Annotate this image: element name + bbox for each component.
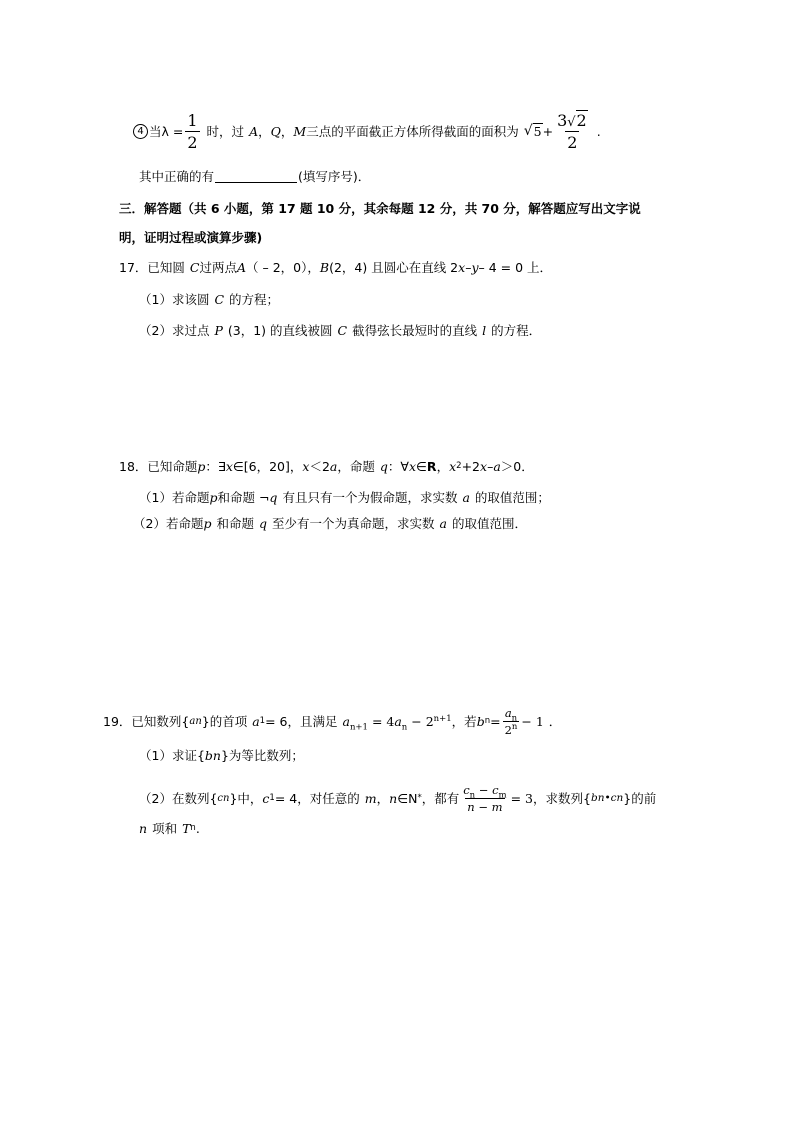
answer-blank-prompt: 其中正确的有 (139, 169, 215, 184)
answer-blank-line (139, 168, 370, 184)
circled-number-4: 4 (133, 124, 148, 139)
item4-text-2: 时，过 (206, 124, 245, 139)
question-17-part-1: （1）求该圆 C 的方程； (139, 291, 280, 307)
question-18-part-2: （2）若命题 p 和命题 q 至少有一个为真命题，求实数 a 的取值范围． (133, 515, 527, 531)
point-a: A (249, 123, 259, 139)
answer-blank[interactable] (215, 170, 297, 183)
item4-text-3: 三点的平面截正方体所得截面的面积为 (306, 124, 519, 139)
fraction-one-half (185, 111, 199, 152)
comma: ， (258, 124, 271, 139)
section-3-heading-line-1: 三．解答题（共 6 小题，第 17 题 10 分，其余每题 12 分，共 70 分，解答题应写出文字说 (119, 201, 641, 216)
fraction-cn-minus-cm-over-n-minus-m: $\frac{c_n - c_m}{n - m}$ (463, 782, 507, 814)
fraction-an-over-2n: $\frac{a_n}{2^n}$ (504, 705, 518, 737)
answer-blank-note: (填写序号)． (298, 169, 371, 184)
fraction-three-root-two-over-two (555, 110, 590, 152)
question-17-part-2: （2）求过点 P (3，1) 的直线被圆 C 截得弦长最短时的直线 l 的方程． (139, 322, 542, 338)
fraction-numerator: 1 (187, 110, 198, 130)
fraction-denominator: 2 (187, 132, 198, 152)
recurrence-formula: $a_{n+1} = 4a_n - 2^{n+1}$ (342, 713, 452, 732)
sqrt-5: √ 5 (523, 123, 542, 139)
question-18-stem: 18．已知命题 p ：∃ x ∈[6，20]， x ＜2 a ，命题 q ：∀ x ∈ R ， x 2 +2 x – a ＞0． (119, 458, 534, 474)
point-q: Q (270, 123, 281, 139)
point-m: M (293, 123, 307, 139)
section-3-heading-line-2: 明，证明过程或演算步骤) (119, 230, 263, 245)
item4-text-1: 当λ = (149, 124, 184, 139)
question-19-part-1: （1）求证{ bn }为等比数列； (139, 747, 304, 763)
plus-sign: + (542, 123, 554, 139)
fraction-denominator: 2 (567, 133, 578, 152)
question-18-part-1: （1）若命题 p 和命题 ¬ q 有且只有一个为假命题，求实数 a 的取值范围； (139, 489, 550, 505)
item4-end: . (596, 123, 601, 139)
question-19-part-2: （2）在数列{ cn }中， c 1 = 4，对任意的 m ， n ∈N * ，都有 $\frac{c_n - c_m}{n - m}$ = 3 ，求数列{ bn•cn }的前 (139, 782, 657, 814)
fraction-numerator: 3 √ 2 (557, 111, 587, 130)
question-17-stem: 17．已知圆 C 过两点 A （ – 2，0）， B (2，4) 且圆心在直线 2 x – y – 4 = 0 上． (119, 259, 553, 275)
item-4-line (133, 110, 601, 152)
question-19-stem: 19．已知数列{ an }的首项 a 1 = 6，且满足 $a_{n+1} = 4a_n - 2^{n+1}$ ，若 b n = $\frac{a_n}{2^n}$ − 1 ． (103, 705, 562, 737)
question-19-part-2-cont: n 项和 T n . (139, 820, 200, 836)
comma: ， (280, 124, 294, 139)
